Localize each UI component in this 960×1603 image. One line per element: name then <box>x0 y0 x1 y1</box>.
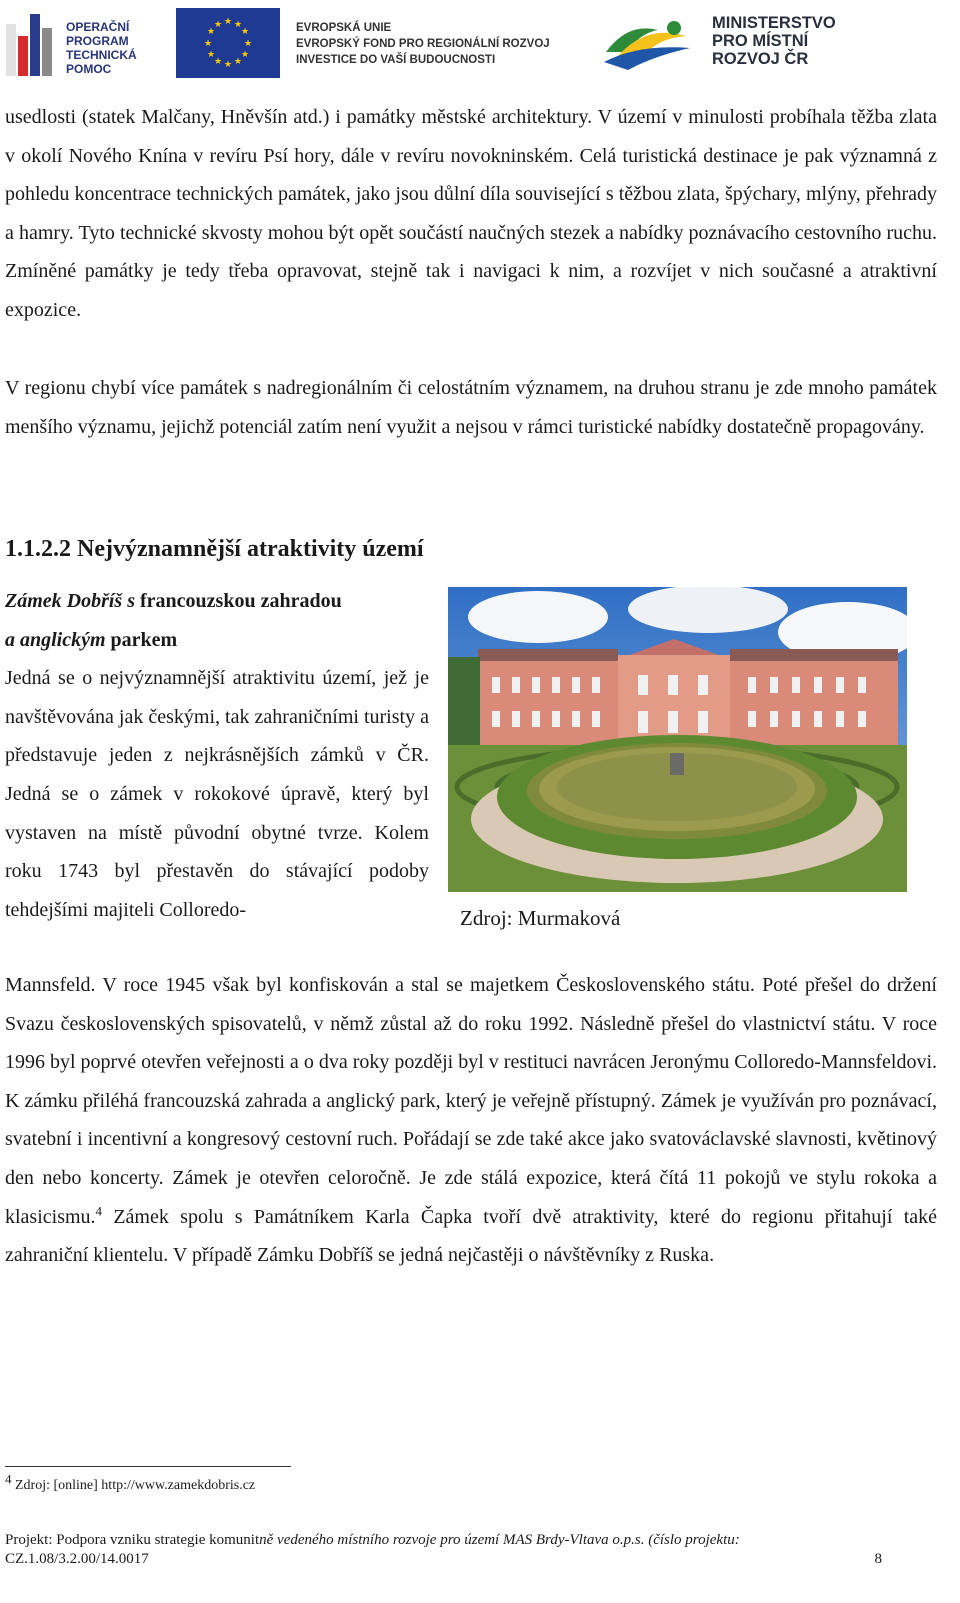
body-paragraph: V regionu chybí více památek s nadregionálním či celostátním významem, na druhou stranu je zde mnoho památek menšího významu, jejichž potenciál zatím není využit a nejsou v rámci turistické nabídky dostatečně propagovány. <box>5 377 937 438</box>
subtitle-italic-part: a anglickým <box>5 628 106 651</box>
svg-text:★: ★ <box>203 39 213 49</box>
footer-project-text: Projekt: Podpora vzniku strategie komunit <box>5 1532 260 1548</box>
svg-text:★: ★ <box>243 39 253 49</box>
op-tp-logo-text: OPERAČNÍ PROGRAM TECHNICKÁ POMOC <box>66 20 137 76</box>
svg-text:★: ★ <box>240 27 250 37</box>
footnote-text: Zdroj: [online] http://www.zamekdobris.cz <box>11 1478 256 1493</box>
footnote-number: 4 <box>5 1471 12 1487</box>
eu-logo-text: EVROPSKÁ UNIE EVROPSKÝ FOND PRO REGIONÁLNÍ ROZVOJ INVESTICE DO VAŠÍ BUDOUCNOSTI <box>296 22 550 66</box>
photo-caption: Zdroj: Murmaková <box>460 906 621 930</box>
svg-text:★: ★ <box>233 20 243 30</box>
attraction-subtitle <box>5 582 429 659</box>
attraction-paragraph: Jedná se o nejvýznamnější atraktivitu území, jež je navštěvována jak českými, tak zahraničními turisty a představuje jeden z nejkrásnějších zámků v ČR. Jedná se o zámek v rokokové úpravě, který byl vystaven na místě původní obytné tvrze. Kolem roku 1743 byl přestavěn do stávající podoby tehdejšími majiteli Colloredo- <box>5 667 429 921</box>
svg-text:★: ★ <box>206 50 216 60</box>
subtitle-italic-part: Zámek Dobříš s <box>5 590 135 612</box>
svg-text:★: ★ <box>213 20 223 30</box>
section-heading: 1.1.2.2 Nejvýznamnější atraktivity území <box>5 536 424 562</box>
paragraph-text: Mannsfeld. V roce 1945 však byl konfiskován a stal se majetkem Československého státu. Poté přešel do držení Svazu československých spisovatelů, v němž zůstal až do roku 1992. Následně přešel do vlastnictví státu. V roce 1996 byl poprvé otevřen veřejnosti a o dva roky později byl v restituci navrácen Jeronýmu Colloredo-Mannsfeldovi. K zámku přiléhá francouzská zahrada a anglický park, který je veřejně přístupný. Zámek je využíván pro poznávací, svatební i incentivní a kongresový cestovní ruch. Pořádají se zde také akce jako svatováclavské slavnosti, květinový den nebo koncerty. Zámek je otevřen celoročně. Je zde stálá expozice, která čítá 11 pokojů ve stylu rokoka a klasicismu. <box>5 974 937 1228</box>
svg-text:★: ★ <box>240 50 250 60</box>
svg-text:★: ★ <box>206 27 216 37</box>
footnote-reference: 4 <box>95 1202 103 1218</box>
footnote-separator <box>5 1466 291 1467</box>
body-paragraph <box>5 966 937 1275</box>
mmr-logo-icon <box>598 14 696 74</box>
body-paragraph: usedlosti (statek Malčany, Hněvšín atd.) i památky městské architektury. V území v minulosti probíhala těžba zlata v okolí Nového Knína v revíru Psí hory, dále v revíru novokninském. Celá turistická destinace je pak významná z pohledu koncentrace technických památek, jako jsou důlní díla související s těžbou zlata, špýchary, mlýny, přehrady a hamry. Tyto technické skvosty mohou být opět součástí naučných stezek a nabídky poznávacího cestovního ruchu. Zmíněné památky je tedy třeba opravovat, stejně tak i navigaci k nim, a rozvíjet v nich současné a atraktivní expozice. <box>5 106 937 321</box>
paragraph-text: Zámek spolu s Památníkem Karla Čapka tvoří dvě atraktivity, které do regionu přitahují také zahraniční klientelu. V případě Zámku Dobříš se jedná nejčastěji o návštěvníky z Ruska. <box>5 1205 937 1267</box>
svg-text:★: ★ <box>213 57 223 67</box>
page-footer <box>5 1531 937 1569</box>
footer-project-italic: ně vedeného místního rozvoje pro území MAS Brdy-Vltava o.p.s. (číslo projektu: <box>259 1532 740 1548</box>
footer-project-number: CZ.1.08/3.2.00/14.0017 <box>5 1551 149 1567</box>
logo-header <box>0 0 960 90</box>
eu-flag-icon <box>176 8 280 78</box>
footnote <box>5 1471 256 1494</box>
chateau-dobris-photo <box>448 587 907 892</box>
op-tp-logo-icon <box>4 6 58 78</box>
svg-text:★: ★ <box>233 57 243 67</box>
svg-text:★: ★ <box>223 17 233 27</box>
subtitle-bold-part: parkem <box>105 628 178 651</box>
mmr-logo-text: MINISTERSTVO PRO MÍSTNÍ ROZVOJ ČR <box>712 14 836 68</box>
page-number: 8 <box>874 1551 882 1567</box>
subtitle-bold-part: francouzskou zahradou <box>135 590 342 612</box>
attraction-intro <box>5 582 429 929</box>
svg-text:★: ★ <box>223 60 233 70</box>
